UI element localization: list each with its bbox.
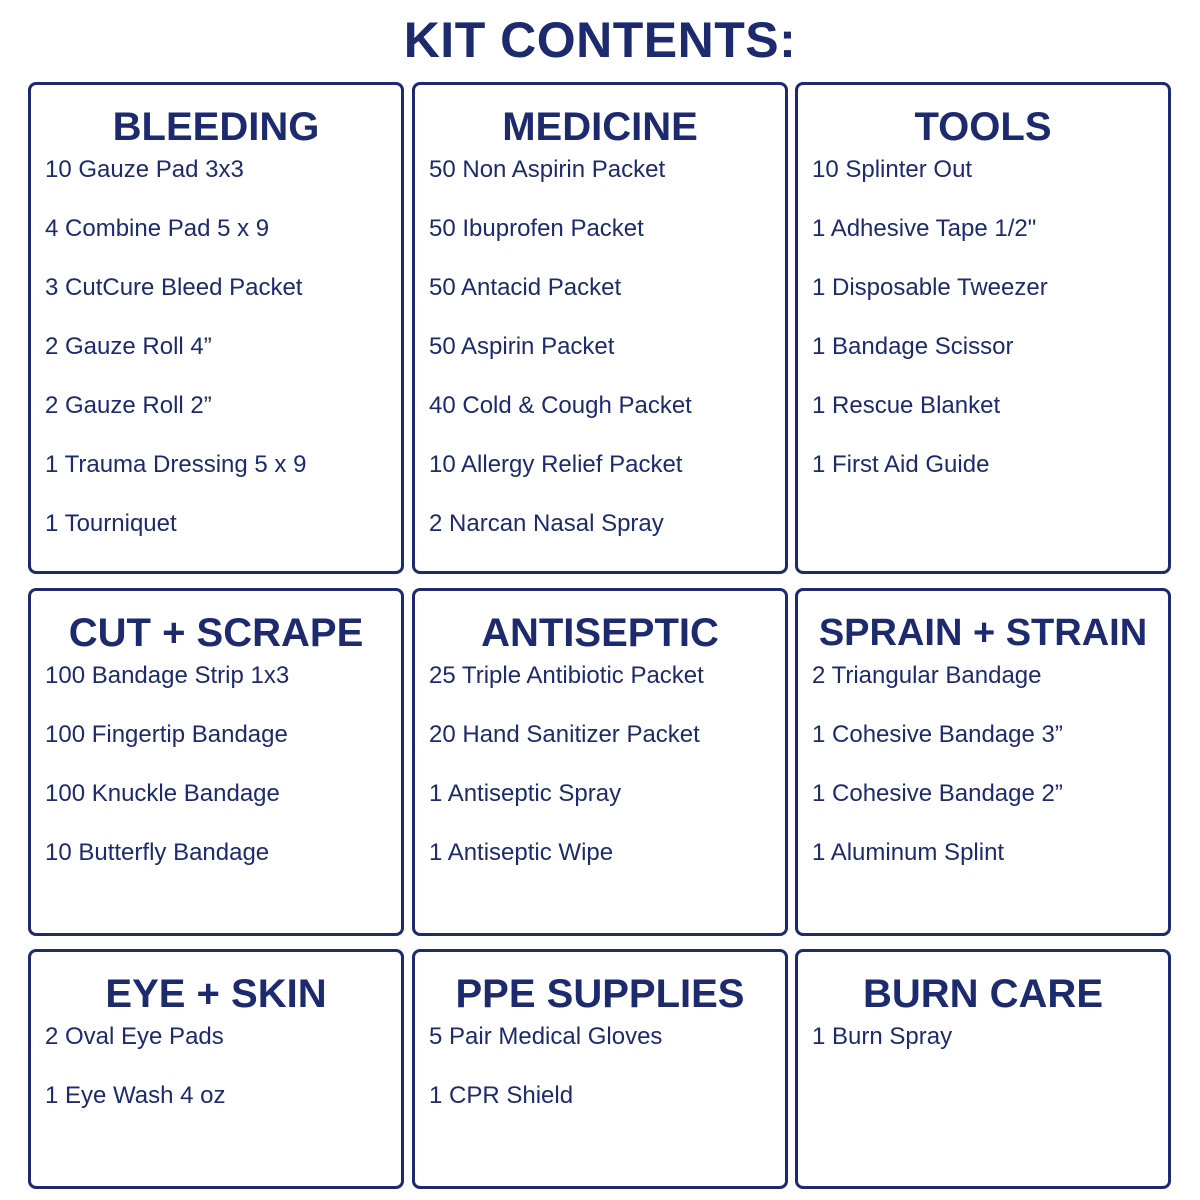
item-list [429, 1022, 777, 1140]
list-item: 2 Oval Eye Pads [45, 1023, 224, 1050]
list-item: 2 Gauze Roll 4” [45, 333, 212, 360]
list-item: 1 First Aid Guide [812, 451, 990, 478]
list-item: 1 Rescue Blanket [812, 392, 1001, 419]
item-list [812, 1022, 1160, 1081]
item-list [45, 155, 393, 568]
section-antiseptic [412, 588, 788, 936]
item-list [45, 1022, 393, 1140]
list-item: 10 Gauze Pad 3x3 [45, 156, 244, 183]
list-item: 1 Adhesive Tape 1/2" [812, 215, 1037, 242]
item-list [429, 155, 777, 568]
list-item: 50 Aspirin Packet [429, 333, 615, 360]
list-item: 1 Aluminum Splint [812, 839, 1005, 866]
page-title: KIT CONTENTS: [403, 12, 797, 68]
section-eye-skin [28, 949, 404, 1189]
section-medicine [412, 82, 788, 574]
section-title: ANTISEPTIC [481, 611, 719, 655]
section-bleeding [28, 82, 404, 574]
section-burn-care [795, 949, 1171, 1189]
list-item: 50 Ibuprofen Packet [429, 215, 644, 242]
list-item: 1 Bandage Scissor [812, 333, 1014, 360]
list-item: 1 Burn Spray [812, 1023, 953, 1050]
section-cut-scrape [28, 588, 404, 936]
list-item: 1 Cohesive Bandage 3” [812, 721, 1063, 748]
list-item: 1 Disposable Tweezer [812, 274, 1048, 301]
list-item: 2 Narcan Nasal Spray [429, 510, 664, 537]
list-item: 1 Cohesive Bandage 2” [812, 780, 1063, 807]
list-item: 10 Allergy Relief Packet [429, 451, 683, 478]
list-item: 1 CPR Shield [429, 1082, 574, 1109]
list-item: 10 Butterfly Bandage [45, 839, 270, 866]
section-title: SPRAIN + STRAIN [818, 612, 1148, 654]
section-title: CUT + SCRAPE [68, 611, 364, 655]
section-title: EYE + SKIN [105, 972, 327, 1016]
list-item: 50 Non Aspirin Packet [429, 156, 666, 183]
list-item: 1 Trauma Dressing 5 x 9 [45, 451, 307, 478]
list-item: 25 Triple Antibiotic Packet [429, 662, 704, 689]
list-item: 100 Knuckle Bandage [45, 780, 280, 807]
section-tools [795, 82, 1171, 574]
list-item: 3 CutCure Bleed Packet [45, 274, 303, 301]
list-item: 1 Eye Wash 4 oz [45, 1082, 226, 1109]
list-item: 50 Antacid Packet [429, 274, 622, 301]
section-ppe-supplies [412, 949, 788, 1189]
item-list [812, 661, 1160, 897]
list-item: 1 Antiseptic Spray [429, 780, 622, 807]
item-list [812, 155, 1160, 509]
section-title: MEDICINE [502, 105, 698, 149]
section-sprain-strain [795, 588, 1171, 936]
list-item: 2 Triangular Bandage [812, 662, 1042, 689]
section-title: PPE SUPPLIES [455, 972, 745, 1016]
section-title: BURN CARE [863, 972, 1103, 1016]
list-item: 2 Gauze Roll 2” [45, 392, 212, 419]
item-list [45, 661, 393, 897]
list-item: 40 Cold & Cough Packet [429, 392, 692, 419]
list-item: 100 Bandage Strip 1x3 [45, 662, 290, 689]
list-item: 1 Antiseptic Wipe [429, 839, 614, 866]
list-item: 5 Pair Medical Gloves [429, 1023, 663, 1050]
list-item: 100 Fingertip Bandage [45, 721, 288, 748]
section-title: BLEEDING [112, 105, 320, 149]
list-item: 10 Splinter Out [812, 156, 973, 183]
list-item: 20 Hand Sanitizer Packet [429, 721, 700, 748]
list-item: 4 Combine Pad 5 x 9 [45, 215, 270, 242]
item-list [429, 661, 777, 897]
list-item: 1 Tourniquet [45, 510, 177, 537]
section-title: TOOLS [914, 105, 1052, 149]
